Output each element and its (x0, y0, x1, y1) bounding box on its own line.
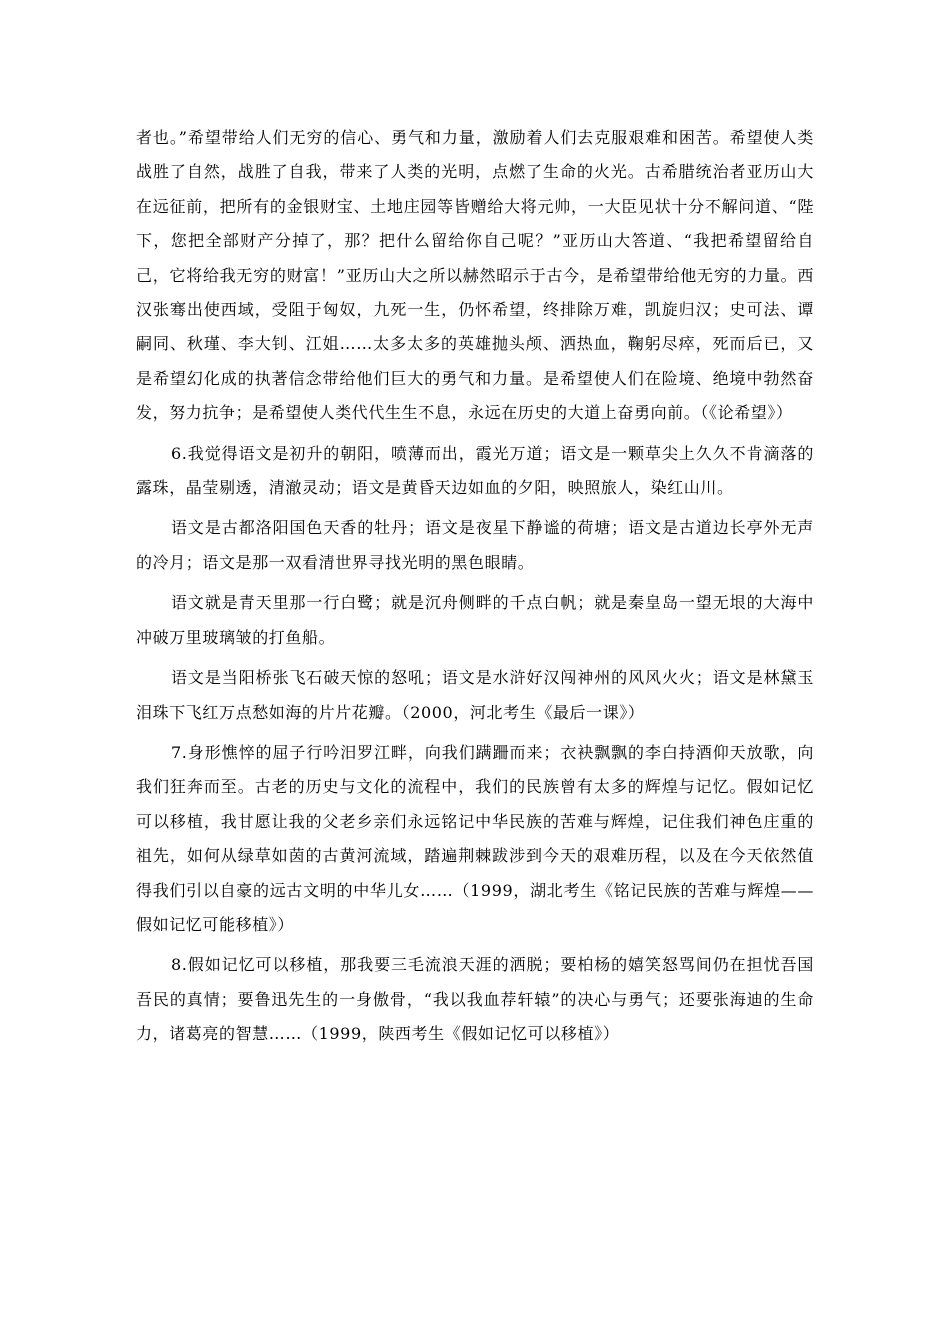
document-body (136, 121, 814, 1052)
paragraph-item-8: 8.假如记忆可以移植，那我要三毛流浪天涯的洒脱；要柏杨的嬉笑怒骂间仍在担忧吾国吾民的真情；要鲁迅先生的一身傲骨，“我以我血荐轩辕”的决心与勇气；还要张海迪的生命力，诸葛亮的智慧……（1999，陕西考生《假如记忆可以移植》） (136, 955, 814, 1044)
paragraph-chinese-peony: 语文是古都洛阳国色天香的牡丹；语文是夜星下静谧的荷塘；语文是古道边长亭外无声的冷月；语文是那一双看清世界寻找光明的黑色眼睛。 (136, 518, 814, 572)
paragraph-hope-essay: 者也。”希望带给人们无穷的信心、勇气和力量，激励着人们去克服艰难和困苦。希望使人类战胜了自然，战胜了自我，带来了人类的光明，点燃了生命的火光。古希腊统治者亚历山大在远征前，把所有的金银财宝、土地庄园等皆赠给大将元帅，一大臣见状十分不解问道、“陛下，您把全部财产分掉了，那？把什么留给你自己呢？”亚历山大答道、“我把希望留给自己，它将给我无穷的财富！”亚历山大之所以赫然昭示于古今，是希望带给他无穷的力量。西汉张骞出使西域，受阻于匈奴，九死一生，仍怀希望，终排除万难，凯旋归汉；史可法、谭嗣同、秋瑾、李大钊、江姐……太多太多的英雄抛头颅、洒热血，鞠躬尽瘁，死而后已，又是希望幻化成的执著信念带给他们巨大的勇气和力量。是希望使人们在险境、绝境中勃然奋发，努力抗争；是希望使人类代代生生不息，永远在历史的大道上奋勇向前。（《论希望》） (136, 128, 814, 423)
paragraph-item-6: 6.我觉得语文是初升的朝阳，喷薄而出，霞光万道；语文是一颗草尖上久久不肯滴落的露珠，晶莹剔透，清澈灵动；语文是黄昏天边如血的夕阳，映照旅人，染红山川。 (136, 443, 814, 498)
paragraph-chinese-egret: 语文就是青天里那一行白鹭；就是沉舟侧畔的千点白帆；就是秦皇岛一望无垠的大海中冲破万里玻璃皱的打鱼船。 (136, 593, 814, 647)
paragraph-chinese-roar: 语文是当阳桥张飞石破天惊的怒吼；语文是水浒好汉闯神州的风风火火；语文是林黛玉泪珠下飞红万点愁如海的片片花瓣。（2000，河北考生《最后一课》） (136, 668, 814, 722)
paragraph-item-7: 7.身形憔悴的屈子行吟汨罗江畔，向我们蹒跚而来；衣袂飘飘的李白持酒仰天放歌，向我们狂奔而至。古老的历史与文化的流程中，我们的民族曾有太多的辉煌与记忆。假如记忆可以移植，我甘愿让我的父老乡亲们永远铭记中华民族的苦难与辉煌，记住我们神色庄重的祖先，如何从绿草如茵的古黄河流域，踏遍荆棘跋涉到今天的艰难历程，以及在今天依然值得我们引以自豪的远古文明的中华儿女……（1999，湖北考生《铭记民族的苦难与辉煌——假如记忆可能移植》） (136, 742, 814, 934)
